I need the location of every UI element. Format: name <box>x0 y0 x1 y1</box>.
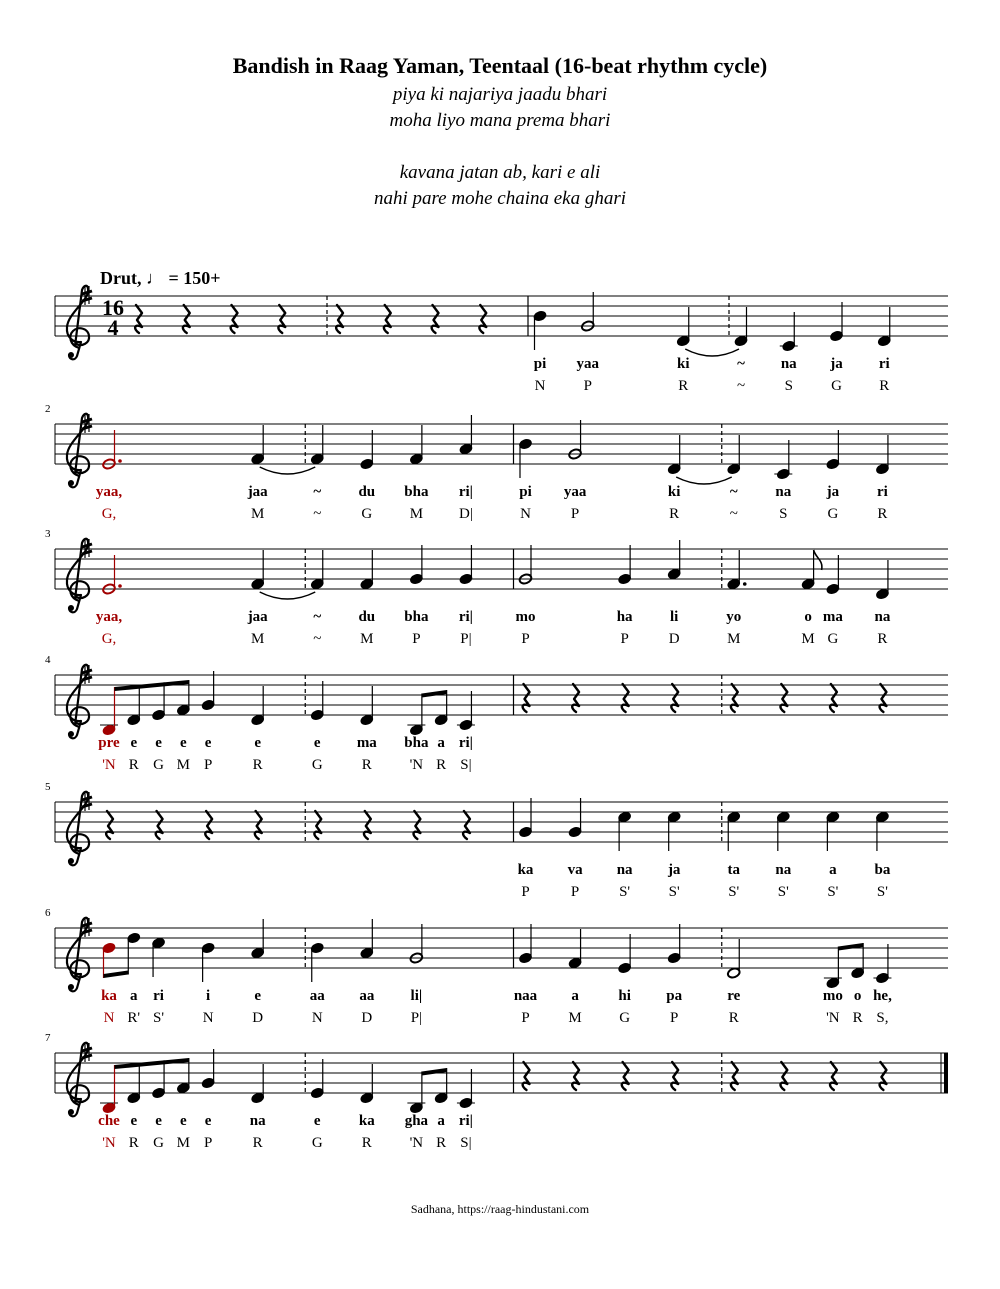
swara-note: G, <box>101 631 117 647</box>
lyric-syllable: li| <box>410 988 423 1004</box>
lyric-syllable: na <box>616 862 633 878</box>
swara-note: 'N <box>826 1010 840 1026</box>
swara-note: R <box>879 378 890 394</box>
sharp-stroke <box>82 923 92 926</box>
swara-note: ~ <box>736 378 746 394</box>
final-barline <box>944 1053 948 1093</box>
treble-clef-icon <box>67 539 89 613</box>
quarter-rest <box>572 684 579 712</box>
swara-note: N <box>202 1010 214 1026</box>
treble-clef-stroke <box>67 539 89 613</box>
sharp-stroke <box>82 1055 92 1058</box>
augmentation-dot <box>118 584 122 588</box>
lyric-syllable: e <box>313 1113 321 1129</box>
swara-note: P <box>670 1010 679 1026</box>
verse-line: piya ki najariya jaadu bhari <box>392 84 608 105</box>
treble-clef-dot <box>68 1109 74 1115</box>
quarter-rest <box>780 1062 787 1090</box>
swara-note: D| <box>459 506 473 522</box>
swara-note: P <box>412 631 421 647</box>
tie-arc <box>685 349 739 356</box>
treble-clef-stroke <box>67 286 89 360</box>
lyric-syllable: a <box>829 862 837 878</box>
treble-clef-stroke <box>67 665 89 739</box>
quarter-rest <box>523 1062 530 1090</box>
lyric-syllable: na <box>780 356 797 372</box>
swara-note: M <box>360 631 374 647</box>
lyric-syllable: ri| <box>458 609 474 625</box>
tempo-label: Drut, <box>100 268 142 288</box>
lyric-syllable: pi <box>519 484 532 500</box>
measure-number: 2 <box>45 403 51 415</box>
quarter-rest <box>336 305 343 333</box>
time-signature-top: 16 <box>102 295 124 320</box>
treble-clef-icon <box>67 665 89 739</box>
lyric-syllable: gha <box>404 1113 429 1129</box>
quarter-rest <box>278 305 285 333</box>
quarter-rest <box>731 1062 738 1090</box>
swara-note: 'N <box>409 757 424 773</box>
treble-clef-dot <box>68 858 74 864</box>
swara-note: ~ <box>313 506 322 522</box>
measure-number: 5 <box>45 781 51 793</box>
swara-note: R <box>877 631 888 647</box>
lyric-syllable: i <box>206 988 211 1004</box>
verse-line: nahi pare mohe chaina eka ghari <box>373 188 627 209</box>
swara-note: P <box>620 631 629 647</box>
lyric-syllable: ka <box>101 988 117 1004</box>
swara-note: P <box>203 757 213 773</box>
measure-number: 4 <box>45 654 51 666</box>
swara-note: G, <box>101 506 117 522</box>
lyric-syllable: yaa <box>576 356 599 372</box>
lyric-syllable: o <box>853 988 862 1004</box>
lyric-syllable: mo <box>822 988 843 1004</box>
swara-note: S' <box>619 884 631 900</box>
lyric-syllable: he, <box>873 988 892 1004</box>
lyric-syllable: ri| <box>458 735 474 751</box>
lyric-syllable: a <box>437 1113 445 1129</box>
lyric-syllable: bha <box>404 735 429 751</box>
quarter-rest <box>314 811 321 839</box>
swara-note: R <box>128 757 139 773</box>
lyric-syllable: ma <box>356 735 377 751</box>
verse-line: kavana jatan ab, kari e ali <box>399 162 601 183</box>
treble-clef-dot <box>68 352 74 358</box>
tie-arc <box>260 592 316 599</box>
lyric-syllable: a <box>571 988 579 1004</box>
quarter-rest <box>255 811 262 839</box>
swara-note: N <box>534 378 546 394</box>
sharp-stroke <box>82 298 92 301</box>
lyric-syllable: ~ <box>313 609 322 625</box>
swara-note: R <box>436 757 447 773</box>
staff-system <box>55 424 948 464</box>
quarter-rest <box>622 1062 629 1090</box>
lyric-syllable: ma <box>822 609 843 625</box>
note-beam <box>838 943 863 951</box>
sharp-stroke <box>82 804 92 807</box>
lyric-syllable: e <box>204 735 212 751</box>
lyric-syllable: yaa, <box>95 609 123 625</box>
swara-note: M <box>568 1010 582 1026</box>
lyric-syllable: a <box>130 988 138 1004</box>
lyric-syllable: ba <box>874 862 891 878</box>
lyric-syllable: che <box>98 1113 120 1129</box>
swara-note: G <box>153 1135 164 1151</box>
lyric-syllable: o <box>804 609 812 625</box>
swara-note: G <box>827 506 839 522</box>
swara-note: R' <box>127 1010 141 1026</box>
treble-clef-dot <box>68 480 74 486</box>
lyric-syllable: e <box>180 1113 187 1129</box>
swara-note: R <box>728 1010 739 1026</box>
swara-note: S' <box>876 884 888 900</box>
lyric-syllable: hi <box>618 988 631 1004</box>
lyric-syllable: ki <box>667 484 681 500</box>
treble-clef-dot <box>68 731 74 737</box>
lyric-syllable: na <box>249 1113 266 1129</box>
quarter-rest <box>463 811 470 839</box>
swara-note: M <box>727 631 741 647</box>
quarter-rest <box>414 811 421 839</box>
sharp-stroke <box>82 930 92 933</box>
lyric-syllable: e <box>155 1113 162 1129</box>
swara-note: R <box>436 1135 447 1151</box>
swara-note: S' <box>668 884 680 900</box>
lyric-syllable: li <box>670 609 679 625</box>
swara-note: M <box>251 506 265 522</box>
swara-note: P <box>583 378 592 394</box>
lyric-syllable: ~ <box>737 356 745 372</box>
swara-note: 'N <box>102 757 116 773</box>
swara-note: 'N <box>409 1135 424 1151</box>
lyric-syllable: na <box>874 609 891 625</box>
swara-note: P <box>521 884 530 900</box>
measure-number: 6 <box>45 907 51 919</box>
lyric-syllable: ~ <box>313 484 322 500</box>
lyric-syllable: e <box>313 735 321 751</box>
swara-note: S <box>784 378 793 394</box>
swara-note: R <box>678 378 689 394</box>
swara-note: D <box>361 1010 373 1026</box>
footer-credit: Sadhana, https://raag-hindustani.com <box>410 1202 590 1216</box>
lyric-syllable: e <box>130 1113 138 1129</box>
quarter-rest <box>731 684 738 712</box>
quarter-rest <box>572 1062 579 1090</box>
quarter-rest <box>384 305 391 333</box>
lyric-syllable: du <box>358 484 376 500</box>
quarter-rest <box>523 684 530 712</box>
augmentation-dot <box>743 582 747 586</box>
swara-note: S' <box>827 884 839 900</box>
lyric-syllable: ta <box>727 862 740 878</box>
note-beam <box>422 690 447 698</box>
note-beam <box>104 971 129 979</box>
lyric-syllable: ja <box>830 356 843 372</box>
tie-arc <box>260 467 316 474</box>
quarter-rest <box>622 684 629 712</box>
lyric-syllable: ka <box>358 1113 375 1129</box>
lyric-syllable: ka <box>517 862 534 878</box>
swara-note: S' <box>728 884 740 900</box>
page-title: Bandish in Raag Yaman, Teentaal (16-beat rhythm cycle) <box>232 53 768 78</box>
tempo-value: = 150+ <box>168 268 221 288</box>
quarter-rest <box>156 811 163 839</box>
swara-note: ~ <box>729 506 738 522</box>
swara-note: R <box>128 1135 139 1151</box>
swara-note: G <box>831 378 842 394</box>
swara-note: R <box>669 506 680 522</box>
lyric-syllable: e <box>204 1113 212 1129</box>
lyric-syllable: ki <box>676 356 690 372</box>
swara-note: S <box>779 506 788 522</box>
swara-note: G <box>619 1010 631 1026</box>
swara-note: M <box>251 631 265 647</box>
lyric-syllable: e <box>180 735 187 751</box>
lyric-syllable: bha <box>404 484 429 500</box>
lyric-syllable: aa <box>309 988 325 1004</box>
swara-note: M <box>176 757 191 773</box>
lyric-syllable: va <box>567 862 583 878</box>
verse-line: moha liyo mana prema bhari <box>389 110 611 131</box>
swara-note: M <box>409 506 424 522</box>
quarter-rest <box>880 684 887 712</box>
swara-note: D <box>252 1010 264 1026</box>
swara-note: P| <box>460 631 472 647</box>
swara-note: R <box>252 757 263 773</box>
note-flag <box>814 550 822 570</box>
lyric-syllable: jaa <box>247 609 268 625</box>
lyric-syllable: e <box>130 735 138 751</box>
quarter-rest <box>364 811 371 839</box>
treble-clef-stroke <box>67 918 89 992</box>
lyric-syllable: ri <box>153 988 164 1004</box>
quarter-rest <box>183 305 190 333</box>
time-signature <box>102 295 124 340</box>
quarter-note-icon: ♩ <box>146 268 164 288</box>
swara-note: S' <box>153 1010 165 1026</box>
lyric-syllable: na <box>775 484 792 500</box>
lyric-syllable: ri <box>878 356 890 372</box>
sharp-stroke <box>82 291 92 294</box>
quarter-rest <box>880 1062 887 1090</box>
lyric-syllable: ~ <box>729 484 738 500</box>
treble-clef-dot <box>68 605 74 611</box>
swara-note: N <box>520 506 531 522</box>
swara-note: P <box>521 631 530 647</box>
treble-clef-icon <box>67 414 89 488</box>
swara-note: G <box>311 1135 323 1151</box>
treble-clef-dot <box>68 984 74 990</box>
swara-note: R <box>252 1135 263 1151</box>
swara-note: R <box>877 506 888 522</box>
sharp-stroke <box>82 1048 92 1051</box>
swara-note: P| <box>410 1010 423 1026</box>
staff-system <box>55 802 948 842</box>
lyric-syllable: ri| <box>458 484 474 500</box>
lyric-syllable: pi <box>533 356 547 372</box>
swara-note: G <box>827 631 839 647</box>
quarter-rest <box>479 305 486 333</box>
swara-note: S| <box>460 1135 472 1151</box>
lyric-syllable: du <box>358 609 376 625</box>
swara-note: R <box>361 1135 372 1151</box>
swara-note: R <box>852 1010 863 1026</box>
quarter-rest <box>671 1062 678 1090</box>
treble-clef-icon <box>67 792 89 866</box>
tie-arc <box>676 477 732 484</box>
swara-note: S| <box>460 757 472 773</box>
quarter-rest <box>135 305 142 333</box>
quarter-rest <box>432 305 439 333</box>
lyric-syllable: e <box>155 735 162 751</box>
treble-clef-stroke <box>67 792 89 866</box>
lyric-syllable: bha <box>404 609 429 625</box>
lyric-syllable: jaa <box>247 484 268 500</box>
swara-note: G <box>153 757 164 773</box>
lyric-syllable: yo <box>726 609 742 625</box>
note-beam <box>422 1068 447 1076</box>
sharp-stroke <box>82 670 92 673</box>
augmentation-dot <box>118 459 122 463</box>
treble-clef-stroke <box>67 414 89 488</box>
quarter-rest <box>671 684 678 712</box>
lyric-syllable: ri| <box>458 1113 474 1129</box>
sharp-stroke <box>82 419 92 422</box>
swara-note: R <box>361 757 372 773</box>
sharp-stroke <box>82 544 92 547</box>
lyric-syllable: pa <box>666 988 683 1004</box>
swara-note: S, <box>876 1010 889 1026</box>
quarter-rest <box>830 1062 837 1090</box>
sharp-stroke <box>82 426 92 429</box>
lyric-syllable: aa <box>359 988 375 1004</box>
quarter-rest <box>231 305 238 333</box>
treble-clef-stroke <box>67 1043 89 1117</box>
swara-note: G <box>361 506 373 522</box>
measure-number: 3 <box>45 528 51 540</box>
staff-system <box>55 928 948 968</box>
sharp-stroke <box>82 797 92 800</box>
treble-clef-icon <box>67 286 89 360</box>
lyric-syllable: ja <box>667 862 681 878</box>
quarter-rest <box>205 811 212 839</box>
quarter-rest <box>780 684 787 712</box>
lyric-syllable: pre <box>98 735 120 751</box>
lyric-syllable: yaa, <box>95 484 123 500</box>
treble-clef-icon <box>67 1043 89 1117</box>
sharp-stroke <box>82 677 92 680</box>
swara-note: M <box>176 1135 191 1151</box>
lyric-syllable: mo <box>515 609 536 625</box>
lyric-syllable: e <box>254 735 262 751</box>
lyric-syllable: ri <box>877 484 888 500</box>
quarter-rest <box>830 684 837 712</box>
swara-note: S' <box>777 884 789 900</box>
lyric-syllable: na <box>775 862 792 878</box>
lyric-syllable: yaa <box>563 484 587 500</box>
swara-note: N <box>311 1010 323 1026</box>
lyric-syllable: naa <box>513 988 538 1004</box>
treble-clef-icon <box>67 918 89 992</box>
quarter-rest <box>106 811 113 839</box>
swara-note: P <box>203 1135 213 1151</box>
swara-note: N <box>103 1010 115 1026</box>
swara-note: P <box>521 1010 530 1026</box>
lyric-syllable: ha <box>616 609 633 625</box>
swara-note: 'N <box>102 1135 116 1151</box>
time-signature-bottom: 4 <box>107 315 119 340</box>
swara-note: P <box>570 506 580 522</box>
swara-note: M <box>801 631 815 647</box>
lyric-syllable: e <box>254 988 262 1004</box>
lyric-syllable: re <box>727 988 741 1004</box>
swara-note: G <box>311 757 323 773</box>
lyric-syllable: ja <box>826 484 840 500</box>
sharp-stroke <box>82 551 92 554</box>
swara-note: ~ <box>313 631 322 647</box>
swara-note: P <box>570 884 580 900</box>
lyric-syllable: a <box>437 735 445 751</box>
measure-number: 7 <box>45 1032 51 1044</box>
swara-note: D <box>668 631 680 647</box>
